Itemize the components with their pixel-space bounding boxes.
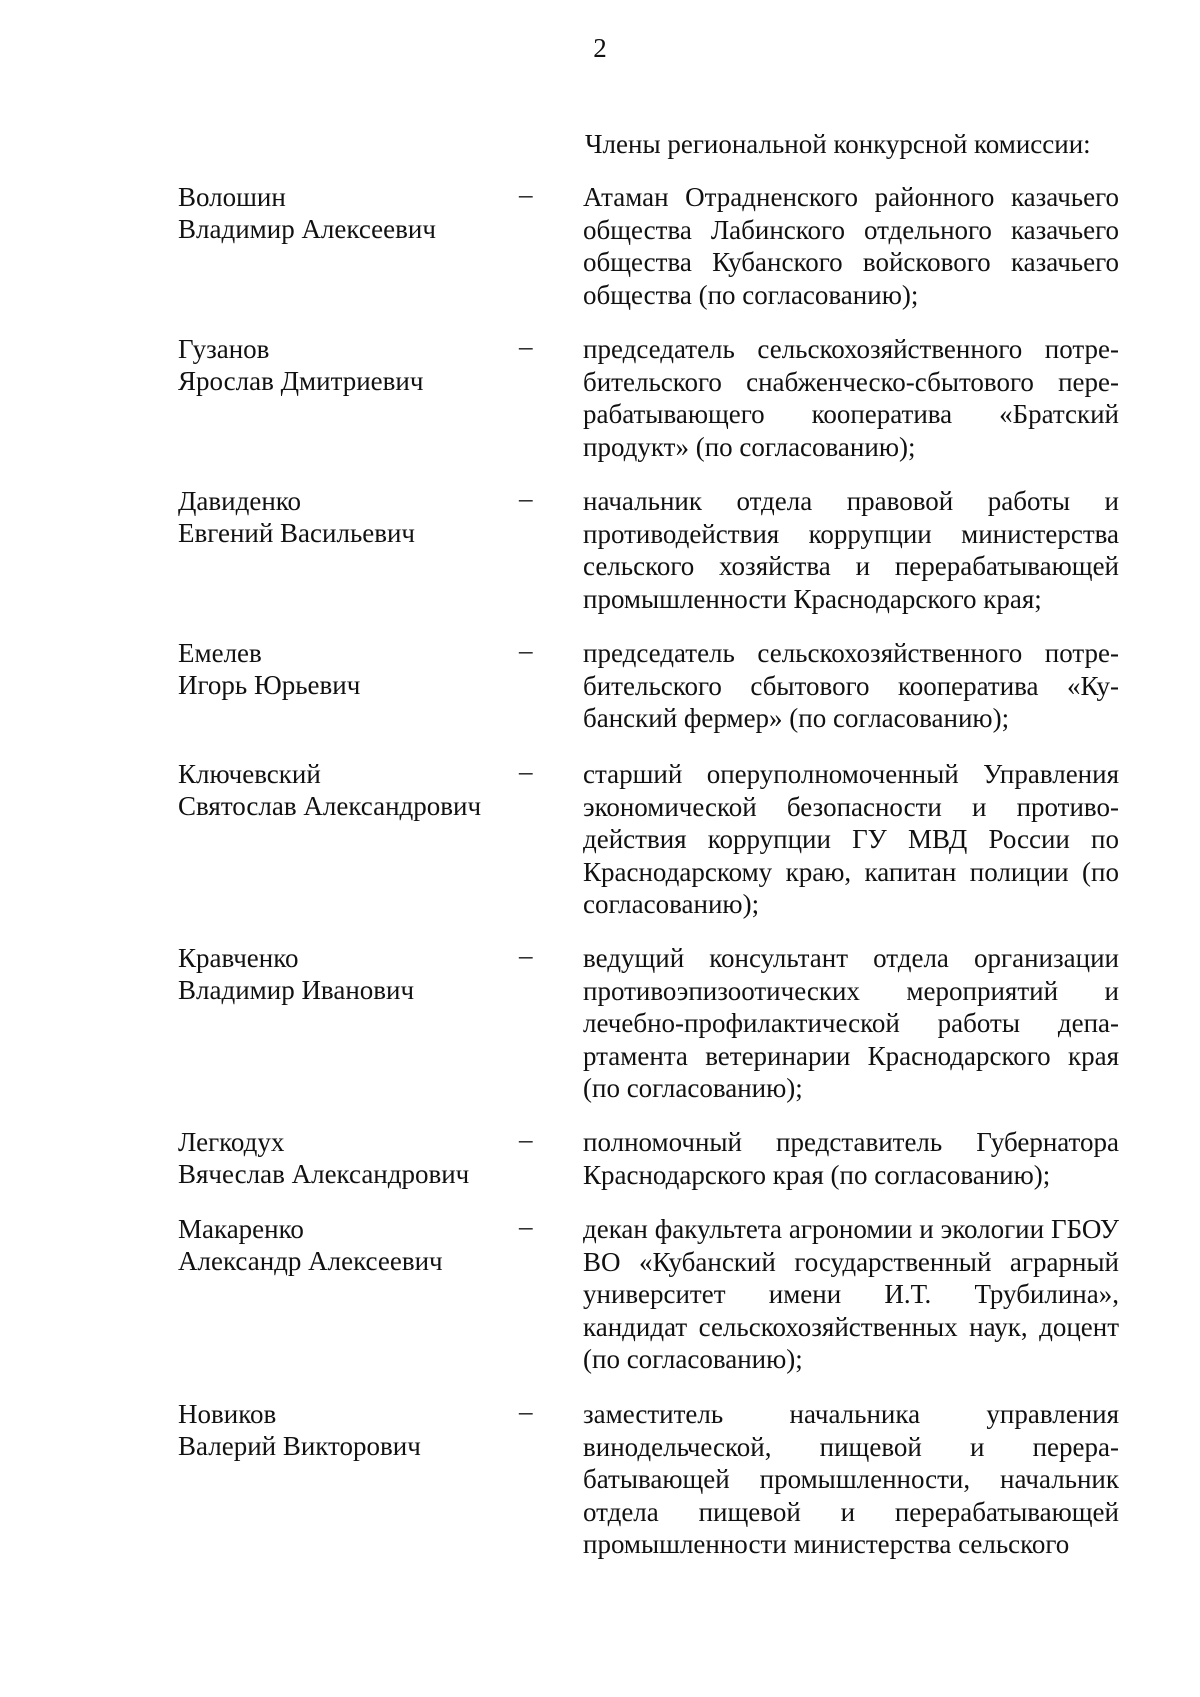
member-given-names: Ярослав Дмитриевич (178, 366, 424, 396)
dash-separator: – (519, 1124, 533, 1154)
dash-separator: – (519, 756, 533, 786)
member-role: заместитель начальника управления винодельческой, пищевой и перерабатывающей промышленности, начальник отдела пищевой и перерабатывающей промышленности министерства сельского (583, 1399, 1119, 1559)
member-given-names: Владимир Иванович (178, 975, 415, 1005)
dash-separator: – (519, 635, 533, 665)
dash-separator: – (519, 1211, 533, 1241)
member-name (178, 1398, 508, 1462)
member-role: Атаман Отрадненского районного казачьего общества Лабинского отдельного казачьего общества Кубанского войскового казачьего общества (по согласованию); (583, 182, 1119, 310)
dash-separator: – (519, 483, 533, 513)
dash-separator: – (519, 179, 533, 209)
member-name (178, 333, 508, 397)
member-role: полномочный представитель Губернатора Краснодарского края (по согласованию); (583, 1127, 1119, 1190)
page-number: 2 (593, 33, 607, 63)
members-heading: Члены региональной конкурсной комиссии: (585, 129, 1091, 159)
member-name (178, 637, 508, 701)
member-name (178, 1126, 508, 1190)
member-role: старший оперуполномоченный Управления экономической безопасности и противодействия коррупции ГУ МВД России по Краснодарскому краю, капитан полиции (по согласованию); (583, 759, 1119, 919)
member-given-names: Валерий Викторович (178, 1431, 421, 1461)
member-given-names: Александр Алексеевич (178, 1246, 443, 1276)
member-name (178, 485, 508, 549)
member-surname: Гузанов (178, 334, 270, 364)
member-surname: Волошин (178, 182, 286, 212)
member-given-names: Владимир Алексеевич (178, 214, 436, 244)
member-given-names: Евгений Васильевич (178, 518, 416, 548)
member-given-names: Святослав Александрович (178, 791, 482, 821)
member-role: председатель сельскохозяйственного потребительского сбытового кооператива «Кубанский фермер» (по согласованию); (583, 638, 1119, 733)
member-name (178, 758, 508, 822)
member-role: председатель сельскохозяйственного потребительского снабженческо-сбытового перерабатывающего кооператива «Братский продукт» (по согласованию); (583, 334, 1119, 462)
member-surname: Макаренко (178, 1214, 304, 1244)
dash-separator: – (519, 331, 533, 361)
member-given-names: Вячеслав Александрович (178, 1159, 470, 1189)
member-surname: Кравченко (178, 943, 299, 973)
member-surname: Давиденко (178, 486, 302, 516)
member-name (178, 942, 508, 1006)
member-role: начальник отдела правовой работы и противодействия коррупции министерства сельского хозяйства и перерабатывающей промышленности Краснодарского края; (583, 486, 1119, 614)
member-name (178, 181, 508, 245)
member-surname: Новиков (178, 1399, 277, 1429)
member-role: декан факультета агрономии и экологии ГБОУ ВО «Кубанский государственный аграрный университет имени И.Т. Трубилина», кандидат сельскохозяйственных наук, доцент (по согласованию); (583, 1214, 1119, 1374)
dash-separator: – (519, 940, 533, 970)
member-surname: Легкодух (178, 1127, 285, 1157)
member-name (178, 1213, 508, 1277)
member-given-names: Игорь Юрьевич (178, 670, 361, 700)
member-surname: Емелев (178, 638, 262, 668)
member-surname: Ключевский (178, 759, 321, 789)
dash-separator: – (519, 1396, 533, 1426)
member-role: ведущий консультант отдела организации противоэпизоотических мероприятий и лечебно-профилактической работы департамента ветеринарии Краснодарского края (по согласованию); (583, 943, 1119, 1103)
